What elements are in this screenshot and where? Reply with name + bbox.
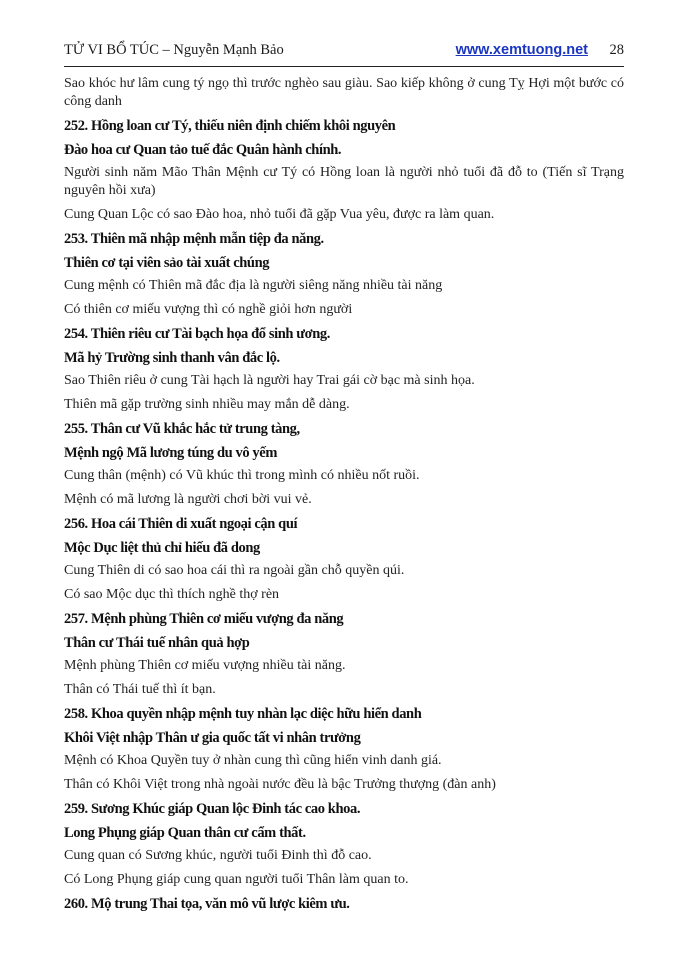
- section-heading: 258. Khoa quyền nhập mệnh tuy nhàn lạc diệc hữu hiển danh: [64, 706, 422, 722]
- paragraph: Cung thân (mệnh) có Vũ khúc thì trong mình có nhiều nốt ruồi.: [64, 468, 420, 483]
- section-heading: Mệnh ngộ Mã lương túng du vô yếm: [64, 444, 277, 461]
- section-heading: Mộc Dục liệt thủ chỉ hiếu đã dong: [64, 539, 260, 556]
- paragraph: Cung Quan Lộc có sao Đào hoa, nhỏ tuổi đã gặp Vua yêu, được ra làm quan.: [64, 207, 495, 222]
- section-heading: 256. Hoa cái Thiên di xuất ngoại cận quí: [64, 516, 298, 532]
- section-heading: 254. Thiên riêu cư Tài bạch họa đổ sinh ương.: [64, 326, 330, 342]
- section-heading: Mã hỷ Trường sinh thanh vân đắc lộ.: [64, 349, 280, 366]
- section-heading: 257. Mệnh phùng Thiên cơ miếu vượng đa năng: [64, 611, 344, 627]
- section-heading: Thiên cơ tại viên sảo tài xuất chúng: [64, 254, 270, 271]
- website-link[interactable]: www.xemtuong.net: [455, 42, 588, 58]
- section-heading: 253. Thiên mã nhập mệnh mẫn tiệp đa năng.: [64, 231, 324, 247]
- book-title: TỬ VI BỔ TÚC – Nguyễn Mạnh Bảo: [64, 42, 284, 58]
- paragraph: Có Long Phụng giáp cung quan người tuổi Thân làm quan to.: [64, 872, 409, 887]
- paragraph: Cung quan có Sương khúc, người tuổi Đinh thì đỗ cao.: [64, 848, 372, 863]
- header-divider: [64, 66, 624, 67]
- section-heading: Khôi Việt nhập Thân ư gia quốc tất vi nhân trưởng: [64, 729, 361, 746]
- section-heading: 255. Thân cư Vũ khắc hắc tử trung tàng,: [64, 421, 300, 437]
- section-heading: 259. Sương Khúc giáp Quan lộc Đinh tác cao khoa.: [64, 801, 361, 817]
- section-heading: 252. Hồng loan cư Tý, thiếu niên định chiếm khôi nguyên: [64, 118, 396, 134]
- paragraph: Mệnh có mã lương là người chơi bời vui vẻ.: [64, 492, 312, 507]
- section-heading: Thân cư Thái tuế nhân quả hợp: [64, 634, 250, 651]
- section-heading: Đào hoa cư Quan tảo tuế đắc Quân hành chính.: [64, 141, 342, 158]
- paragraph: Mệnh phùng Thiên cơ miếu vượng nhiều tài năng.: [64, 658, 346, 673]
- section-heading: 260. Mộ trung Thai tọa, văn mô vũ lược kiêm ưu.: [64, 896, 350, 912]
- paragraph: Thân có Khôi Việt trong nhà ngoài nước đều là bậc Trưởng thượng (đàn anh): [64, 777, 496, 792]
- paragraph: Cung mệnh có Thiên mã đắc địa là người siêng năng nhiều tài năng: [64, 278, 443, 293]
- paragraph: Có thiên cơ miếu vượng thì có nghề giỏi hơn người: [64, 302, 353, 317]
- paragraph: Sao Thiên riêu ở cung Tài hạch là người hay Trai gái cờ bạc mà sinh họa.: [64, 373, 475, 388]
- paragraph: Thiên mã gặp trường sinh nhiều may mắn dễ dàng.: [64, 397, 350, 412]
- page-body: [64, 75, 624, 919]
- page-header: [64, 41, 624, 59]
- paragraph: Mệnh có Khoa Quyền tuy ở nhàn cung thì cũng hiển vinh danh giá.: [64, 753, 442, 768]
- paragraph: Có sao Mộc dục thì thích nghề thợ rèn: [64, 587, 280, 602]
- paragraph: Sao khóc hư lâm cung tý ngọ thì trước nghèo sau giàu. Sao kiếp không ở cung Tỵ Hợi một bước có công danh: [64, 76, 624, 109]
- page-number: 28: [609, 42, 624, 58]
- paragraph: Thân có Thái tuế thì ít bạn.: [64, 682, 216, 697]
- paragraph: Người sinh năm Mão Thân Mệnh cư Tý có Hồng loan là người nhỏ tuổi đã đỗ to (Tiến sĩ Trạng nguyên hồi xưa): [64, 165, 624, 198]
- section-heading: Long Phụng giáp Quan thân cư cẩm thất.: [64, 824, 306, 841]
- paragraph: Cung Thiên di có sao hoa cái thì ra ngoài gần chỗ quyền qúi.: [64, 563, 405, 578]
